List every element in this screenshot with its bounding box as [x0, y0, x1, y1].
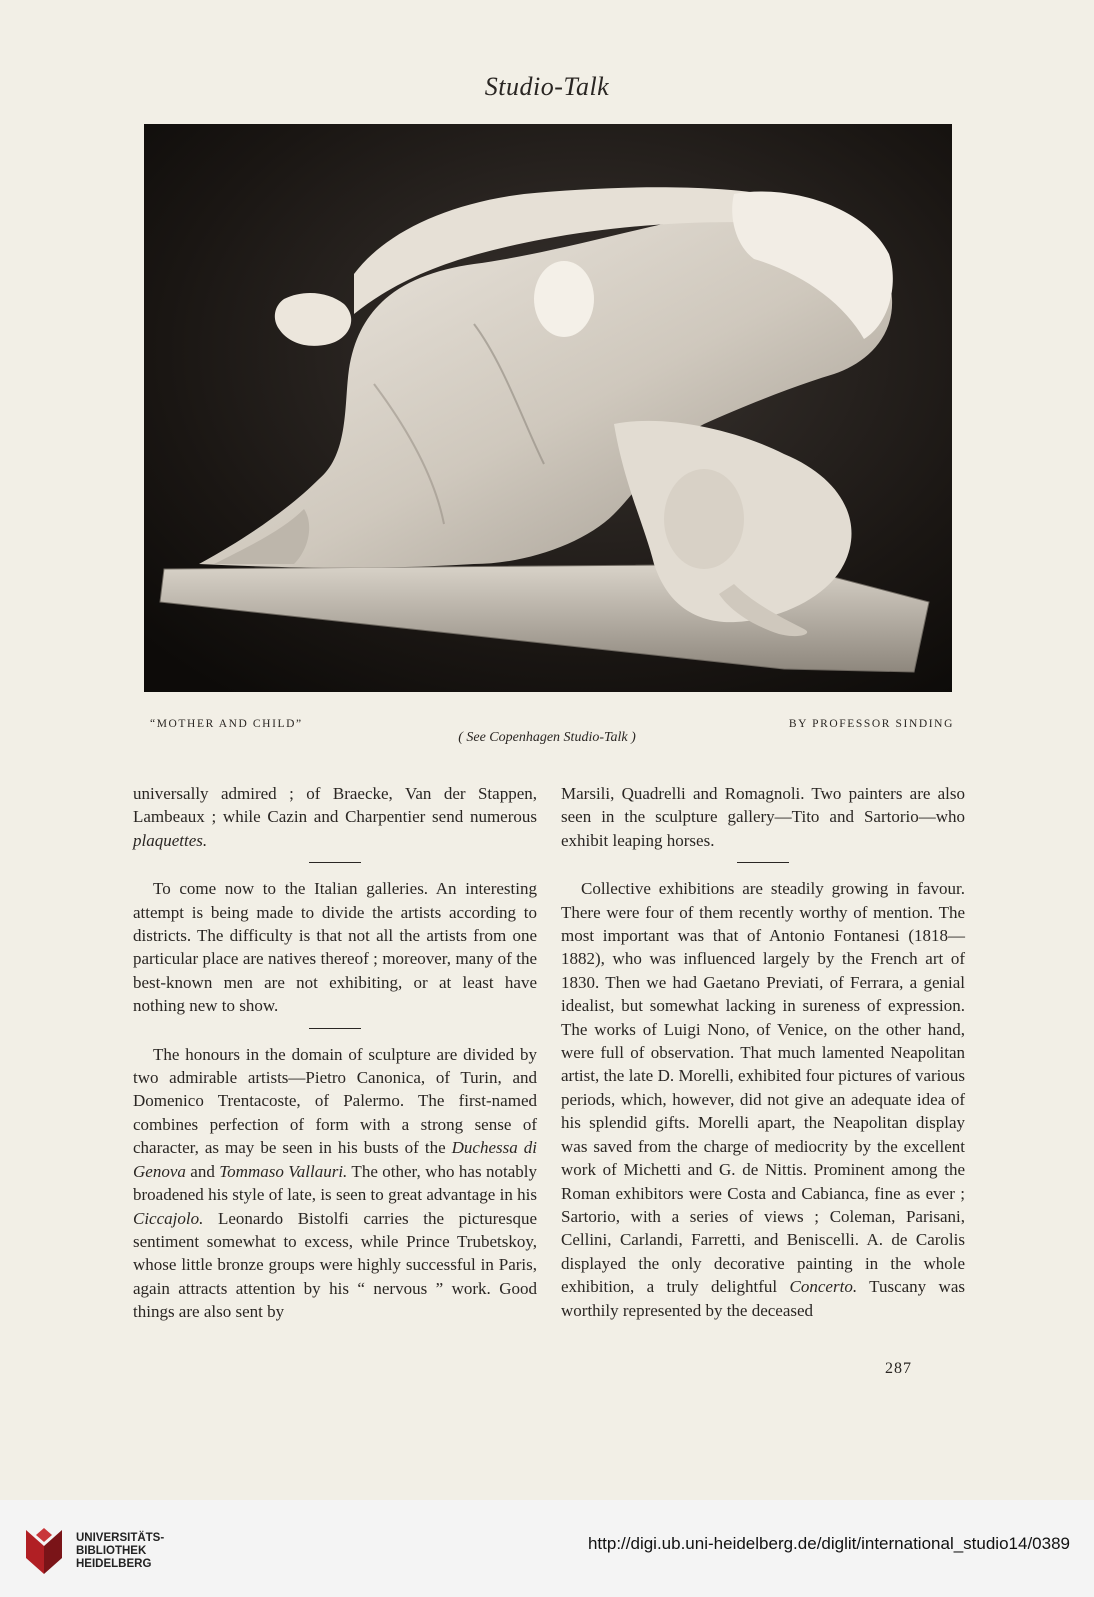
right-paragraph-2 — [561, 877, 965, 1322]
left-p3-italic-2: Tommaso Vallauri. — [219, 1161, 348, 1181]
section-divider — [309, 862, 361, 863]
right-column — [561, 782, 965, 1322]
library-name — [76, 1532, 164, 1571]
left-paragraph-1 — [133, 782, 537, 852]
left-p3-text-a: The honours in the domain of sculpture are divided by two admirable artists—Pietro Canonica, of Turin, and Domenico Trentacoste, of Palermo. The first-named combines perfection of form with a strong sense of character, as may be seen in his busts of the — [133, 1044, 537, 1158]
right-p2-text-b: Tuscany was worthily represented by the deceased — [561, 1277, 965, 1320]
left-p3-text-b: and — [185, 1161, 220, 1181]
left-p3-italic-1: Duchessa di Genova — [133, 1138, 537, 1181]
running-header: Studio-Talk — [484, 72, 610, 101]
left-p1-text: universally admired ; of Braecke, Van der Stappen, Lambeaux ; while Cazin and Charpentier send numerous — [133, 784, 537, 827]
left-paragraph-2: To come now to the Italian galleries. An interesting attempt is being made to divide the artists according to districts. The difficulty is that not all the artists from one particular place are natives thereof ; moreover, many of the best-known men are not exhibiting, or at least have nothing new to show. — [133, 879, 537, 1016]
left-p3-text-d: Leonardo Bistolfi carries the picturesque sentiment somewhat to excess, while Prince Trubetskoy, whose little bronze groups were highly successful in Paris, again attracts attention by his “ nervous ” work. Good things are also sent by — [133, 1208, 537, 1322]
left-p3-italic-3: Ciccajolo. — [133, 1208, 204, 1228]
left-paragraph-3 — [133, 1043, 537, 1324]
plate-title: “MOTHER AND CHILD” — [150, 718, 303, 730]
library-name-line-3: HEIDELBERG — [76, 1558, 152, 1570]
section-divider — [737, 862, 789, 863]
right-p2-italic: Concerto. — [789, 1277, 858, 1297]
right-p2-text-a: Collective exhibitions are steadily growing in favour. There were four of them recently worthy of mention. The most important was that of Antonio Fontanesi (1818—1882), who was influenced largely by the French art of 1830. Then we had Gaetano Previati, of Ferrara, a genial idealist, but somewhat lacking in sureness of expression. The works of Luigi Nono, of Venice, on the other hand, were full of observation. That much lamented Neapolitan artist, the late D. Morelli, exhibited four pictures of various periods, which, however, did not give an adequate idea of his splendid gifts. Morelli apart, the Neapolitan display was saved from the charge of mediocrity by the excellent work of Michetti and G. de Nittis. Prominent among the Roman exhibitors were Costa and Cabianca, fine as ever ; Sartorio, with a series of views ; Coleman, Parisani, Cellini, Carlandi, Farretti, and Beniscelli. A. de Carolis displayed the only decorative painting in the whole exhibition, a truly delightful — [561, 879, 965, 1297]
left-p1-italic: plaquettes. — [133, 830, 208, 850]
left-p3-text-c: The other, who has notably broadened his style of late, is seen to great advantage in his — [133, 1161, 537, 1205]
right-paragraph-1: Marsili, Quadrelli and Romagnoli. Two painters are also seen in the sculpture gallery—Tito and Sartorio—who exhibit leaping horses. — [561, 784, 965, 850]
library-logo-icon — [22, 1526, 66, 1578]
plate-artist: BY PROFESSOR SINDING — [788, 718, 954, 730]
library-footer — [0, 1500, 1094, 1597]
library-name-line-1: UNIVERSITÄTS- — [76, 1532, 165, 1544]
plate-cross-reference: ( See Copenhagen Studio-Talk ) — [458, 730, 636, 745]
source-url-link[interactable]: http://digi.ub.uni-heidelberg.de/diglit/international_studio14/0389 — [587, 1534, 1070, 1553]
page-number: 287 — [885, 1360, 912, 1377]
left-column — [133, 782, 537, 1324]
section-divider — [309, 1028, 361, 1029]
sculpture-plate — [144, 124, 952, 692]
sculpture-illustration — [144, 124, 952, 692]
library-name-line-2: BIBLIOTHEK — [76, 1545, 147, 1557]
